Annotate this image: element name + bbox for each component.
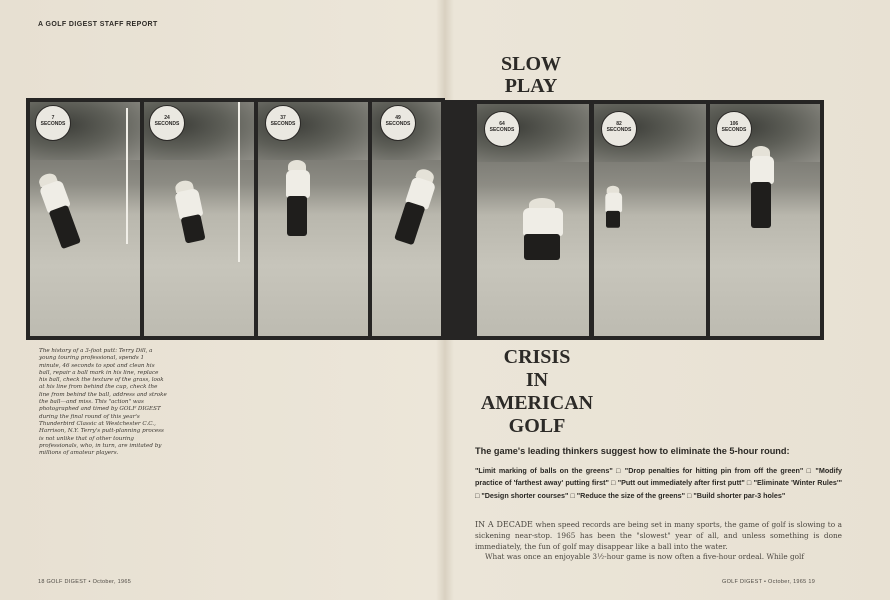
timer-badge: 7 SECONDS — [35, 105, 71, 141]
timer-badge: 24 SECONDS — [149, 105, 185, 141]
timer-badge: 106 SECONDS — [716, 111, 752, 147]
golfer-figure — [280, 160, 314, 238]
golfer-figure — [30, 169, 88, 254]
golfer-figure — [744, 146, 778, 224]
photo-caption: The history of a 3-foot putt: Terry Dill, a young touring professional, spends 1 minute, 46 seconds to spot and clean his ball, repair a ball mark in his line, replace his ball, check the texture of the grass, look at his line from behind the cup, check the line from behind the ball, address and stroke the ball—and miss. This "action" was photographed and timed by GOLF DIGEST during the final round of this year's Thunderbird Classic at Westchester C.C., Harrison, N.Y. Terry's putt-planning process is not unlike that of other touring professionals, who, in turn, are imitated by millions of amateur players. — [39, 348, 167, 457]
timer-badge: 37 SECONDS — [265, 105, 301, 141]
footer-left: 18 GOLF DIGEST • October, 1965 — [38, 579, 132, 585]
timer-badge: 82 SECONDS — [601, 111, 637, 147]
report-header: A GOLF DIGEST STAFF REPORT — [38, 21, 158, 28]
golfer-figure — [387, 165, 441, 250]
footer-right: GOLF DIGEST • October, 1965 19 — [722, 579, 816, 585]
timer-badge: 64 SECONDS — [484, 111, 520, 147]
golfer-figure — [601, 186, 625, 241]
title-slow-play: SLOW PLAY — [500, 53, 562, 97]
title-crisis: CRISIS IN AMERICAN GOLF — [480, 346, 594, 437]
photo-strip-left — [26, 98, 445, 340]
golfer-figure — [166, 177, 215, 260]
subheadline: The game's leading thinkers suggest how to eliminate the 5-hour round: — [475, 446, 790, 456]
recommendations-list: "Limit marking of balls on the greens" □ "Drop penalties for hitting pin from off the green" □ "Modify practice of 'farthest away' putting first" □ "Putt out immediately after first putt" □ "Eliminate 'Winter Rules'" □ "Design shorter courses" □ "Reduce the size of the greens" □ "Build shorter par-3 holes" — [475, 466, 842, 500]
article-body: IN A DECADE when speed records are being set in many sports, the game of golf is slowing to a sickening near-stop. 1965 has been the "slowest" year of all, and unless something is done immediately, the fun of golf may disappear like a ball into the water. What was once an enjoyable 3½-hour game is now often a five-hour ordeal. While golf — [475, 520, 842, 562]
lead-in: IN A DECADE — [475, 520, 533, 529]
timer-badge: 49 SECONDS — [380, 105, 416, 141]
golfer-figure — [517, 198, 567, 276]
